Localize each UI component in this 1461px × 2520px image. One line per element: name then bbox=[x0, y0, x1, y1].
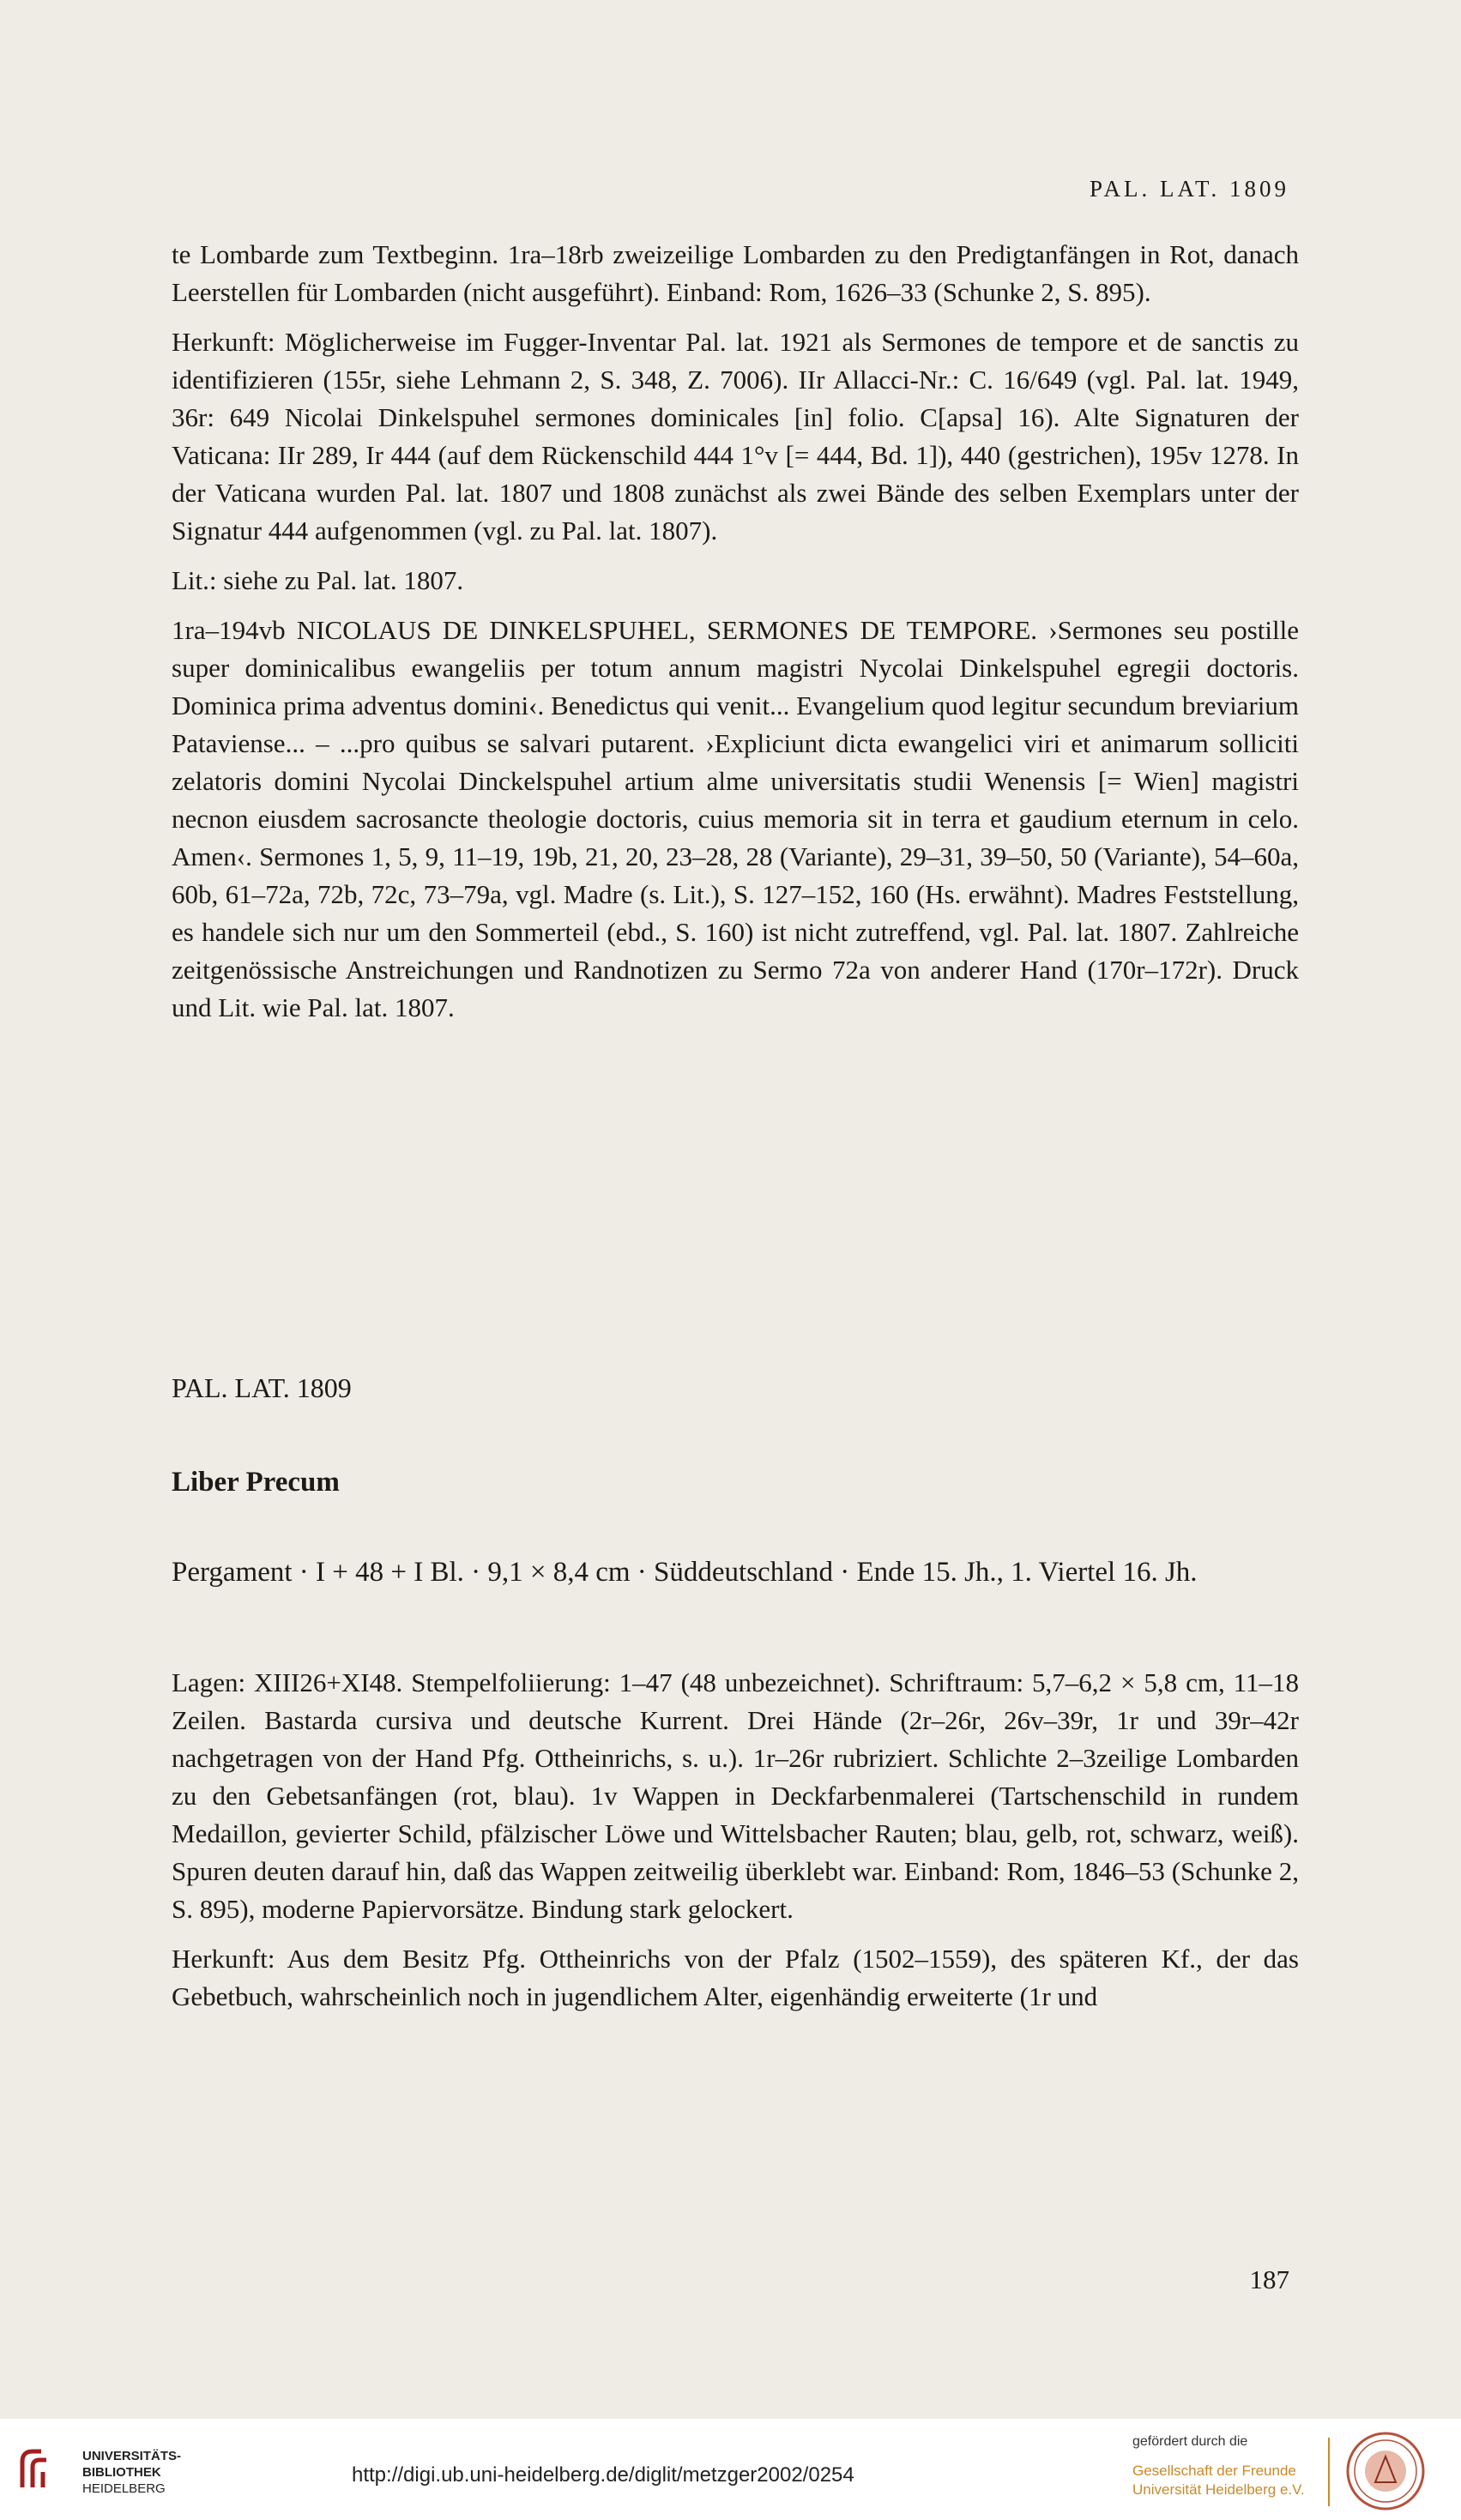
paragraph-binding-note: te Lombarde zum Textbeginn. 1ra–18rb zweizeilige Lombarden zu den Predigtanfängen in Rot, danach Leerstellen für Lombarden (nicht ausgeführt). Einband: Rom, 1626–33 (Schunke 2, S. 895). bbox=[172, 239, 1299, 307]
permalink-url[interactable]: http://digi.ub.uni-heidelberg.de/diglit/metzger2002/0254 bbox=[352, 2463, 854, 2487]
text-block-lower bbox=[172, 1664, 1299, 2028]
library-name-line1: UNIVERSITÄTS- bbox=[82, 2449, 182, 2463]
library-name bbox=[82, 2448, 181, 2497]
university-library-logo-icon bbox=[15, 2445, 67, 2496]
university-seal-icon bbox=[1345, 2431, 1426, 2511]
footer-bar bbox=[0, 2419, 1461, 2520]
text-block-upper bbox=[172, 236, 1299, 1039]
manuscript-title: Liber Precum bbox=[172, 1467, 340, 1498]
manuscript-metadata: Pergament · I + 48 + I Bl. · 9,1 × 8,4 cm · Süddeutschland · Ende 15. Jh., 1. Viertel 16. Jh. bbox=[172, 1557, 1198, 1588]
section-heading: PAL. LAT. 1809 bbox=[172, 1372, 352, 1403]
footer-divider bbox=[1328, 2438, 1330, 2506]
society-name bbox=[1132, 2462, 1305, 2499]
library-name-line2: BIBLIOTHEK bbox=[82, 2465, 161, 2480]
library-name-line3: HEIDELBERG bbox=[82, 2481, 166, 2496]
paragraph-contents: 1ra–194vb NICOLAUS DE DINKELSPUHEL, SERMONES DE TEMPORE. ›Sermones seu postille super dominicalibus ewangeliis per totum annum magistri Nycolai Dinkelspuhel egregii doctoris. Dominica prima adventus domini‹. Benedictus qui venit... Evangelium quod legitur secundum breviarium Pataviense... – ...pro quibus se salvari putarent. ›Expliciunt dicta ewangelici viri et animarum solliciti zelatoris domini Nycolai Dinckelspuhel artium alme universitatis studii Wenensis [= Wien] magistri necnon eiusdem sacrosancte theologie doctoris, cuius memoria sit in terra et gaudium eternum in celo. Amen‹. Sermones 1, 5, 9, 11–19, 19b, 21, 20, 23–28, 28 (Variante), 29–31, 39–50, 50 (Variante), 54–60a, 60b, 61–72a, 72b, 72c, 73–79a, vgl. Madre (s. Lit.), S. 127–152, 160 (Hs. erwähnt). Madres Feststellung, es handele sich nur um den Sommerteil (ebd., S. 160) ist nicht zutreffend, vgl. Pal. lat. 1807. Zahlreiche zeitgenössische Anstreichungen und Randnotizen zu Sermo 72a von anderer Hand (170r–172r). Druck und Lit. wie Pal. lat. 1807. bbox=[172, 615, 1299, 1022]
paragraph-provenance: Herkunft: Möglicherweise im Fugger-Inventar Pal. lat. 1921 als Sermones de tempore et de sanctis zu identifizieren (155r, siehe Lehmann 2, S. 348, Z. 7006). IIr Allacci-Nr.: C. 16/649 (vgl. Pal. lat. 1949, 36r: 649 Nicolai Dinkelspuhel sermones dominicales [in] folio. C[apsa] 16). Alte Signaturen der Vaticana: IIr 289, Ir 444 (auf dem Rückenschild 444 1°v [= 444, Bd. 1]), 440 (gestrichen), 195v 1278. In der Vaticana wurden Pal. lat. 1807 und 1808 zunächst als zwei Bände des selben Exemplars unter der Signatur 444 aufgenommen (vgl. zu Pal. lat. 1807). bbox=[172, 327, 1299, 546]
paragraph-provenance-2: Herkunft: Aus dem Besitz Pfg. Ottheinrichs von der Pfalz (1502–1559), des späteren Kf., der das Gebetbuch, wahrscheinlich noch in jugendlichem Alter, eigenhändig erweiterte (1r und bbox=[172, 1944, 1299, 2011]
paragraph-description: Lagen: XIII26+XI48. Stempelfoliierung: 1–47 (48 unbezeichnet). Schriftraum: 5,7–6,2 × 5,8 cm, 11–18 Zeilen. Bastarda cursiva und deutsche Kurrent. Drei Hände (2r–26r, 26v–39r, 1r und 39r–42r nachgetragen von der Hand Pfg. Ottheinrichs, s. u.). 1r–26r rubriziert. Schlichte 2–3zeilige Lombarden zu den Gebetsanfängen (rot, blau). 1v Wappen in Deckfarbenmalerei (Tartschenschild in rundem Medaillon, gevierter Schild, pfälzischer Löwe und Wittelsbacher Rauten; blau, gelb, rot, schwarz, weiß). Spuren deuten darauf hin, daß das Wappen zeitweilig überklebt war. Einband: Rom, 1846–53 (Schunke 2, S. 895), moderne Papiervorsätze. Bindung stark gelockert. bbox=[172, 1667, 1299, 1924]
funded-by-label: gefördert durch die bbox=[1132, 2434, 1248, 2449]
running-head: PAL. LAT. 1809 bbox=[1089, 176, 1289, 202]
society-name-line1: Gesellschaft der Freunde bbox=[1132, 2463, 1296, 2479]
society-name-line2: Universität Heidelberg e.V. bbox=[1132, 2481, 1305, 2498]
page-number: 187 bbox=[1249, 2264, 1289, 2294]
paragraph-literature: Lit.: siehe zu Pal. lat. 1807. bbox=[172, 565, 464, 595]
